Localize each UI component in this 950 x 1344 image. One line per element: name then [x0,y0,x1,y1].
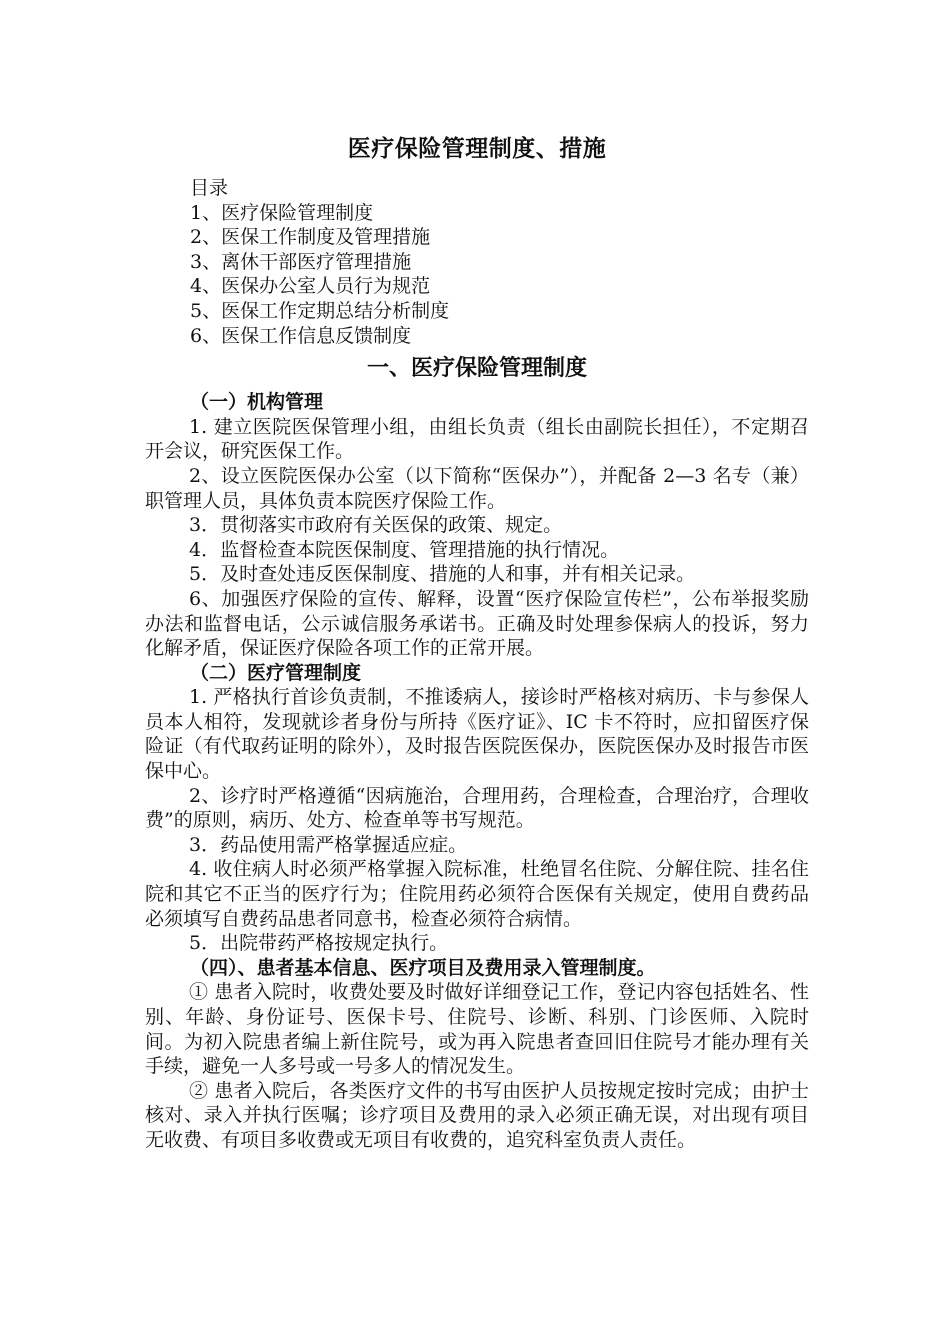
paragraph: 1. 建立医院医保管理小组，由组长负责（组长由副院长担任），不定期召开会议，研究医保工作。 [145,415,809,463]
subsection-heading: （一）机构管理 [190,391,324,414]
toc-item: 3、离休干部医疗管理措施 [190,250,412,273]
toc-item: 4、医保办公室人员行为规范 [190,275,431,298]
toc-item: 2、医保工作制度及管理措施 [190,226,431,249]
paragraph: ② 患者入院后，各类医疗文件的书写由医护人员按规定按时完成；由护士核对、录入并执行医嘱；诊疗项目及费用的录入必须正确无误，对出现有项目无收费、有项目多收费或无项目有收费的，追究科室负责人责任。 [145,1079,809,1151]
subsection-heading: （二）医疗管理制度 [190,661,362,684]
paragraph: 2、设立医院医保办公室（以下简称“医保办”），并配备 2—3 名专（兼）职管理人员，具体负责本院医疗保险工作。 [145,464,809,512]
toc-heading: 目录 [190,177,229,199]
paragraph: 3．贯彻落实市政府有关医保的政策、规定。 [189,514,563,537]
paragraph: ① 患者入院时，收费处要及时做好详细登记工作，登记内容包括姓名、性别、年龄、身份证号、医保卡号、住院号、诊断、科别、门诊医师、入院时间。为初入院患者编上新住院号，或为再入院患者查回旧住院号才能办理有关手续，避免一人多号或一号多人的情况发生。 [145,981,809,1078]
document-title: 医疗保险管理制度、措施 [347,135,607,162]
section-heading: 一、医疗保险管理制度 [366,355,587,382]
document-page [145,132,809,1153]
patient-info-section [145,956,809,1153]
org-management-section [145,390,809,661]
paragraph: 1. 严格执行首诊负责制，不推诿病人，接诊时严格核对病历、卡与参保人员本人相符，发现就诊者身份与所持《医疗证》、IC 卡不符时，应扣留医疗保险证（有代取药证明的除外），及时报告医院医保办，医院医保办及时报告市医保中心。 [145,686,809,783]
medical-management-section [145,661,809,956]
paragraph: 5．出院带药严格按规定执行。 [189,932,449,955]
toc-item: 6、医保工作信息反馈制度 [190,324,412,347]
table-of-contents [145,176,809,348]
subsection-heading: （四）、患者基本信息、医疗项目及费用录入管理制度。 [190,956,656,979]
toc-item: 1、医疗保险管理制度 [190,201,374,224]
paragraph: 5．及时查处违反医保制度、措施的人和事，并有相关记录。 [189,563,696,586]
paragraph: 4. 收住病人时必须严格掌握入院标准，杜绝冒名住院、分解住院、挂名住院和其它不正当的医疗行为；住院用药必须符合医保有关规定，使用自费药品必须填写自费药品患者同意书，检查必须符合病情。 [145,858,809,930]
paragraph: 2、诊疗时严格遵循“因病施治，合理用药，合理检查，合理治疗，合理收费”的原则，病历、处方、检查单等书写规范。 [145,784,809,832]
paragraph: 3．药品使用需严格掌握适应症。 [189,833,468,856]
toc-item: 5、医保工作定期总结分析制度 [190,299,450,322]
paragraph: 6、加强医疗保险的宣传、解释，设置“医疗保险宣传栏”，公布举报奖励办法和监督电话，公示诚信服务承诺书。正确及时处理参保病人的投诉，努力化解矛盾，保证医疗保险各项工作的正常开展。 [145,587,809,660]
paragraph: 4．监督检查本院医保制度、管理措施的执行情况。 [189,538,620,561]
